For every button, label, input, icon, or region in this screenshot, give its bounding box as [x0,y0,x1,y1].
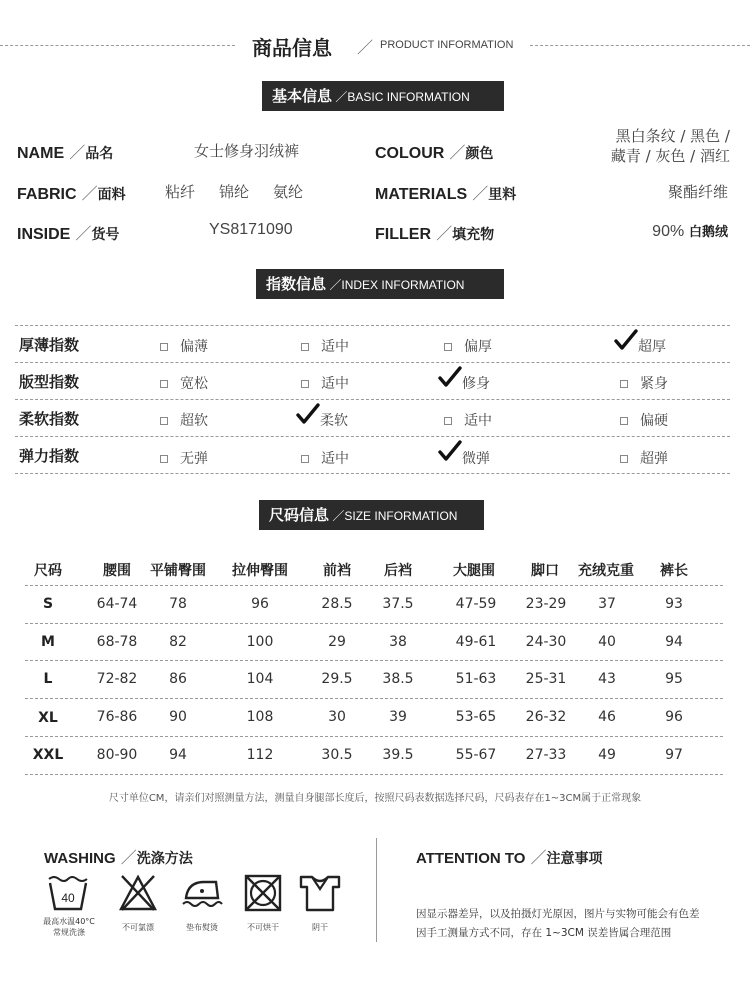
table-cell: 72-82 [96,671,138,687]
filler-value-pct: 90% [652,223,685,240]
size-table-header: 拉伸臀围 [232,563,288,579]
index-row-label-thickness: 厚薄指数 [19,336,80,354]
materials-label-cn: 里料 [488,187,517,203]
checkbox-icon [160,417,168,425]
inside-value: YS8171090 [209,221,293,238]
index-option: 偏薄 [160,336,208,356]
table-cell: 53-65 [455,709,497,725]
index-option-selected: 微弹 [462,451,490,467]
table-cell: 29 [328,634,346,650]
size-cell: M [41,634,55,650]
table-cell: 24-30 [525,634,567,650]
colour-value-line1: 黑白条纹 / 黑色 / [615,127,730,145]
fabric-value-3: 氨纶 [273,183,304,201]
materials-label-en: MATERIALS [375,186,468,203]
inside-label-en: INSIDE [17,226,71,243]
badge-slash: ／ [329,509,345,523]
table-cell: 97 [665,747,683,763]
wash-40-icon [46,874,90,912]
table-cell: 55-67 [455,747,497,763]
index-option-selected: 超厚 [638,339,666,355]
table-cell: 80-90 [96,747,138,763]
care-caption: 垫布熨烫 [186,923,218,932]
name-label-en: NAME [17,145,65,162]
table-cell: 30.5 [321,747,353,763]
size-table-header: 大腿围 [453,563,495,579]
page-title-en: PRODUCT INFORMATION [380,39,514,51]
index-row-label-softness: 柔软指数 [19,410,80,428]
index-option: 偏硬 [620,410,668,430]
checkbox-icon [160,455,168,463]
washing-title-en: WASHING [44,850,116,867]
index-option: 超软 [160,410,208,430]
attention-title [416,845,603,868]
basic-info-badge-en: BASIC INFORMATION [347,90,470,104]
care-caption: 阴干 [312,923,328,932]
inside-label-cn: 货号 [91,227,120,243]
table-cell: 78 [169,596,187,612]
table-cell: 47-59 [455,596,497,612]
table-cell: 46 [598,709,616,725]
size-table-header: 尺码 [34,563,62,579]
size-table-header: 裤长 [660,563,688,579]
label-slash: ／ [70,224,92,243]
index-option: 紧身 [620,373,668,393]
table-cell: 27-33 [525,747,567,763]
care-caption: 最高水温40°C 常规洗涤 [43,917,95,937]
name-value: 女士修身羽绒裤 [194,142,300,160]
size-table-header: 后裆 [384,563,412,579]
checkbox-icon [160,380,168,388]
table-cell: 112 [246,747,274,763]
table-cell: 86 [169,671,187,687]
checkmark-icon [614,329,638,351]
name-label [17,140,113,163]
size-info-badge-cn: 尺码信息 [269,506,330,524]
checkbox-icon [301,343,309,351]
checkbox-icon [301,455,309,463]
basic-info-badge [262,81,504,111]
table-cell: 39.5 [382,747,414,763]
index-option: 宽松 [160,373,208,393]
table-cell: 96 [251,596,269,612]
colour-label-cn: 颜色 [465,146,494,162]
label-slash: ／ [444,143,466,162]
index-option: 偏厚 [444,336,492,356]
table-cell: 94 [169,747,187,763]
checkbox-icon [301,380,309,388]
table-cell: 43 [598,671,616,687]
table-cell: 96 [665,709,683,725]
checkbox-icon [444,343,452,351]
title-slash: ／ [357,38,374,57]
size-table-rule [25,585,723,586]
checkmark-icon [438,440,462,462]
attention-title-cn: 注意事项 [546,851,603,867]
table-cell: 94 [665,634,683,650]
index-rule [15,436,730,437]
size-table-header: 充绒克重 [578,563,634,579]
index-option: 适中 [301,336,349,356]
table-cell: 49-61 [455,634,497,650]
fabric-label [17,181,126,204]
size-note: 尺寸单位CM，请亲们对照测量方法，测量自身腿部长度后，按照尺码表数据选择尺码，尺码表存在1~3CM属于正常现象 [108,793,642,804]
table-cell: 37.5 [382,596,414,612]
colour-label [375,140,493,163]
table-cell: 29.5 [321,671,353,687]
index-row-label-stretch: 弹力指数 [19,447,80,465]
size-cell: XL [38,710,58,726]
index-option: 适中 [444,410,492,430]
size-table-rule [25,774,723,775]
table-cell: 23-29 [525,596,567,612]
table-cell: 25-31 [525,671,567,687]
table-cell: 108 [246,709,274,725]
attention-title-en: ATTENTION TO [416,850,526,867]
filler-label-cn: 填充物 [452,227,495,243]
table-cell: 100 [246,634,274,650]
materials-label [375,181,516,204]
checkbox-icon [444,417,452,425]
iron-with-cloth-icon [180,876,224,912]
header-rule-right [530,45,750,46]
checkbox-icon [160,343,168,351]
fabric-label-cn: 面料 [97,187,126,203]
size-table-header: 前裆 [323,563,351,579]
table-cell: 93 [665,596,683,612]
checkbox-icon [620,455,628,463]
label-slash: ／ [76,184,98,203]
table-cell: 64-74 [96,596,138,612]
filler-label [375,221,494,244]
table-cell: 28.5 [321,596,353,612]
index-info-badge [256,269,504,299]
table-cell: 39 [389,709,407,725]
colour-label-en: COLOUR [375,145,445,162]
size-table-rule [25,698,723,699]
page-title: 商品信息 [252,36,332,60]
label-slash: ／ [525,848,547,867]
index-info-badge-en: INDEX INFORMATION [341,278,465,292]
table-cell: 30 [328,709,346,725]
size-table-header: 平铺臀围 [150,563,206,579]
table-cell: 68-78 [96,634,138,650]
label-slash: ／ [467,184,489,203]
index-option: 适中 [301,373,349,393]
label-slash: ／ [64,143,86,162]
index-option: 超弹 [620,448,668,468]
badge-slash: ／ [332,90,348,104]
section-divider [376,838,377,942]
table-cell: 95 [665,671,683,687]
size-table-rule [25,660,723,661]
table-cell: 104 [246,671,274,687]
size-table-header: 腰围 [103,563,131,579]
filler-value [652,221,728,241]
label-slash: ／ [115,848,137,867]
table-cell: 51-63 [455,671,497,687]
size-cell: XXL [32,747,64,763]
checkmark-icon [438,366,462,388]
table-cell: 82 [169,634,187,650]
index-info-badge-cn: 指数信息 [266,275,327,293]
size-info-badge-en: SIZE INFORMATION [344,509,458,523]
fabric-value-1: 粘纤 [165,183,196,201]
table-cell: 37 [598,596,616,612]
care-caption: 不可烘干 [247,923,279,932]
size-cell: L [43,671,53,687]
checkmark-icon [296,403,320,425]
name-label-cn: 品名 [85,146,114,162]
inside-label [17,221,119,244]
badge-slash: ／ [326,278,342,292]
size-table-rule [25,623,723,624]
filler-label-en: FILLER [375,226,431,243]
table-cell: 90 [169,709,187,725]
washing-title [44,845,193,868]
table-cell: 38 [389,634,407,650]
table-cell: 76-86 [96,709,138,725]
table-cell: 26-32 [525,709,567,725]
size-cell: S [42,596,54,612]
table-cell: 40 [598,634,616,650]
table-cell: 49 [598,747,616,763]
fabric-label-en: FABRIC [17,186,77,203]
index-rule [15,362,730,363]
care-caption: 不可氯漂 [122,923,154,932]
index-option: 适中 [301,448,349,468]
index-rule [15,325,730,326]
label-slash: ／ [431,224,453,243]
filler-value-name: 白鹅绒 [688,225,728,240]
checkbox-icon [620,417,628,425]
basic-info-badge-cn: 基本信息 [272,87,333,105]
fabric-value-2: 锦纶 [219,183,250,201]
size-info-badge [259,500,484,530]
attention-line-2: 因手工测量方式不同，存在 1~3CM 误差皆属合理范围 [416,927,672,939]
washing-title-cn: 洗涤方法 [136,851,193,867]
materials-value: 聚酯纤维 [667,183,728,201]
no-tumble-dry-icon [243,873,283,913]
index-option: 无弹 [160,448,208,468]
checkbox-icon [620,380,628,388]
shade-dry-icon [298,873,342,913]
wash-temp: 40 [61,891,75,905]
size-table-header: 脚口 [531,563,559,579]
attention-line-1: 因显示器差异，以及拍摄灯光原因，图片与实物可能会有色差 [416,908,700,920]
index-option-selected: 柔软 [320,413,348,429]
index-rule [15,399,730,400]
index-option-selected: 修身 [462,376,490,392]
index-rule [15,473,730,474]
index-row-label-fit: 版型指数 [19,373,80,391]
size-table-rule [25,736,723,737]
no-bleach-icon [118,874,158,912]
colour-value-line2: 藏青 / 灰色 / 酒红 [610,147,730,165]
table-cell: 38.5 [382,671,414,687]
header-rule-left [0,45,235,46]
